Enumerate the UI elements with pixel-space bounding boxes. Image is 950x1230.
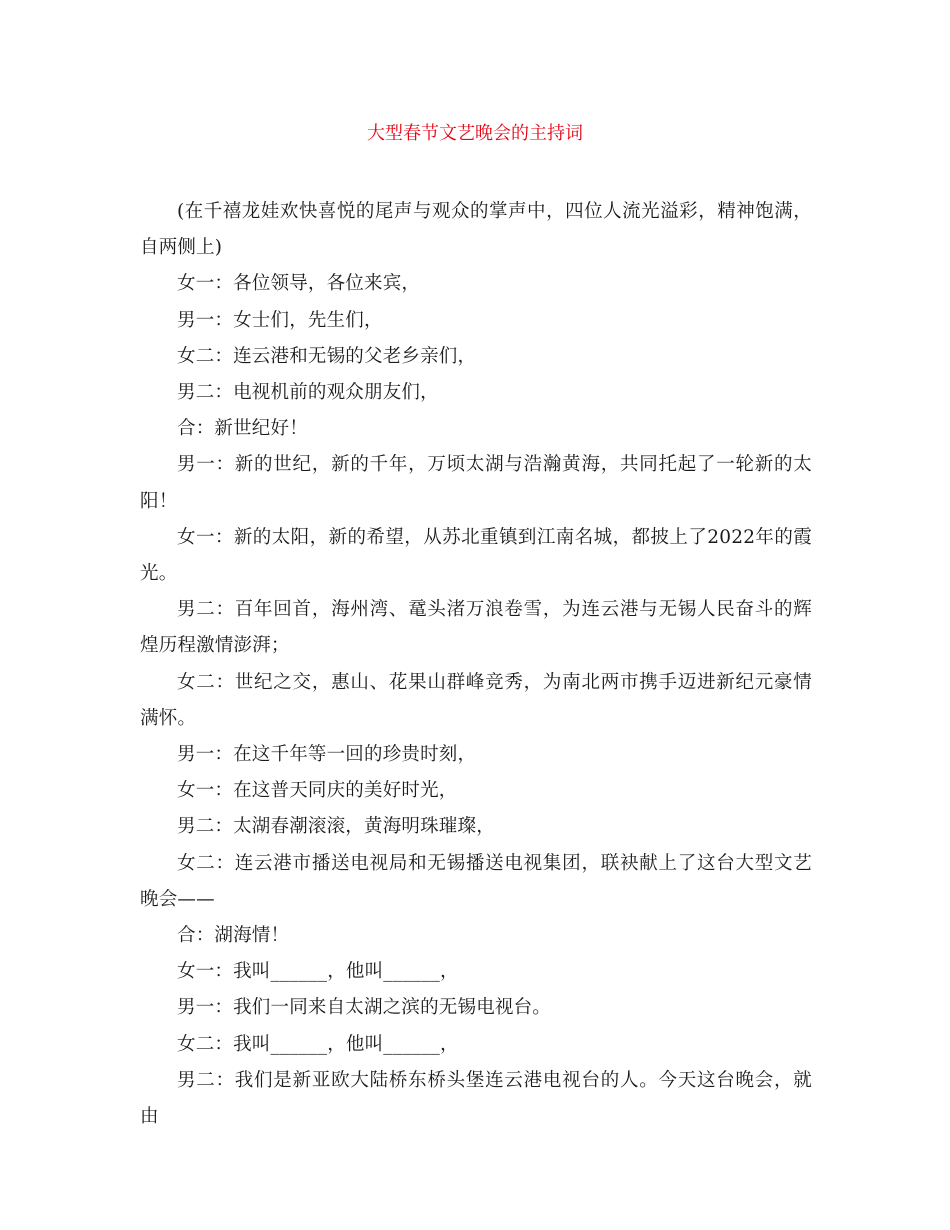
dialogue-line: 女二：我叫______，他叫______， bbox=[177, 1033, 459, 1055]
document-title: 大型春节文艺晚会的主持词 bbox=[367, 123, 583, 144]
dialogue-line: 男一：新的世纪，新的千年，万顷太湖与浩瀚黄海，共同托起了一轮新的太阳！ bbox=[140, 454, 812, 512]
dialogue-line: 合：湖海情！ bbox=[177, 925, 290, 947]
dialogue-line: 男二：百年回首，海州湾、鼋头渚万浪卷雪，为连云港与无锡人民奋斗的辉煌历程激情澎湃； bbox=[140, 599, 812, 657]
dialogue-line: 女一：在这普天同庆的美好时光， bbox=[177, 780, 458, 802]
dialogue-line: 男一：我们一同来自太湖之滨的无锡电视台。 bbox=[177, 997, 552, 1019]
dialogue-line: 女一：我叫______，他叫______， bbox=[177, 961, 459, 983]
dialogue-line: 男一：女士们，先生们， bbox=[177, 309, 383, 331]
dialogue-line: 合：新世纪好！ bbox=[177, 418, 308, 440]
dialogue-line: 女一：新的太阳，新的希望，从苏北重镇到江南名城，都披上了2022年的霞光。 bbox=[140, 526, 812, 585]
stage-direction-paragraph: (在千禧龙娃欢快喜悦的尾声与观众的掌声中，四位人流光溢彩，精神饱满，自两侧上) bbox=[140, 201, 812, 259]
dialogue-line: 女一：各位领导，各位来宾， bbox=[177, 273, 421, 295]
document-body bbox=[140, 194, 812, 1135]
dialogue-line: 男二：太湖春潮滚滚，黄海明珠璀璨， bbox=[177, 816, 495, 838]
dialogue-line: 男二：电视机前的观众朋友们， bbox=[177, 382, 439, 404]
dialogue-line: 男一：在这千年等一回的珍贵时刻， bbox=[177, 744, 477, 766]
dialogue-line: 女二：连云港和无锡的父老乡亲们， bbox=[177, 345, 477, 367]
dialogue-line: 男二：我们是新亚欧大陆桥东桥头堡连云港电视台的人。今天这台晚会，就由 bbox=[140, 1069, 812, 1128]
dialogue-line: 女二：连云港市播送电视局和无锡播送电视集团，联袂献上了这台大型文艺晚会—— bbox=[140, 852, 812, 910]
dialogue-line: 女二：世纪之交，惠山、花果山群峰竞秀，为南北两市携手迈进新纪元豪情满怀。 bbox=[140, 671, 812, 729]
